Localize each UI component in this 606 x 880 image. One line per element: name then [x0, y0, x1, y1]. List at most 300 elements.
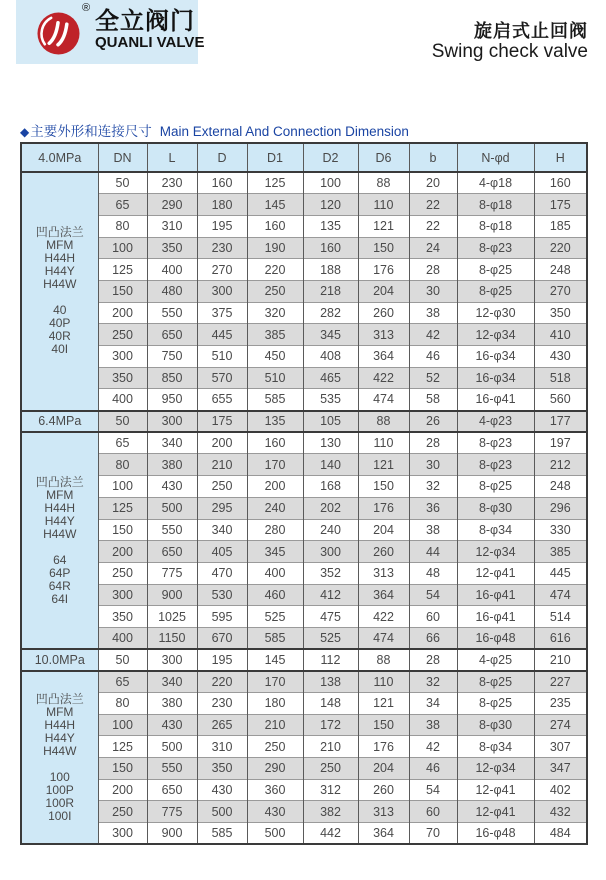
dim-cell: 950 [147, 389, 197, 411]
dim-cell: 296 [534, 497, 587, 519]
dim-cell: 330 [534, 519, 587, 541]
dim-cell: 125 [247, 172, 303, 194]
dim-cell: 350 [98, 606, 147, 628]
dim-cell: 12-φ30 [457, 302, 534, 324]
dim-cell: 50 [98, 411, 147, 433]
dim-cell: 850 [147, 367, 197, 389]
section-title [20, 120, 409, 140]
series-line: H44Y [44, 730, 75, 745]
table-row [21, 454, 587, 476]
table-row [21, 606, 587, 628]
dim-cell: 400 [98, 389, 147, 411]
dim-cell: 160 [197, 172, 247, 194]
dim-cell: 52 [409, 367, 457, 389]
table-row [21, 823, 587, 845]
dim-cell: 8-φ34 [457, 736, 534, 758]
column-header-d: D [197, 143, 247, 172]
dim-cell: 525 [247, 606, 303, 628]
dim-cell: 400 [98, 627, 147, 649]
dim-cell: 8-φ25 [457, 476, 534, 498]
dim-cell: 313 [358, 801, 409, 823]
series-gap [22, 541, 98, 554]
dim-cell: 220 [247, 259, 303, 281]
dimension-table [20, 142, 588, 845]
dim-cell: 210 [534, 649, 587, 671]
dim-cell: 475 [303, 606, 358, 628]
document-title-en: Swing check valve [431, 41, 588, 62]
dim-cell: 42 [409, 324, 457, 346]
dim-cell: 445 [534, 562, 587, 584]
dim-cell: 380 [147, 693, 197, 715]
series-line: H44H [44, 500, 76, 515]
dim-cell: 177 [534, 411, 587, 433]
dim-cell: 16-φ41 [457, 389, 534, 411]
dim-cell: 16-φ34 [457, 367, 534, 389]
dim-cell: 160 [247, 215, 303, 237]
column-header-d1: D1 [247, 143, 303, 172]
dim-cell: 100 [98, 714, 147, 736]
dim-cell: 100 [98, 476, 147, 498]
dim-cell: 313 [358, 324, 409, 346]
dim-cell: 212 [534, 454, 587, 476]
dim-cell: 250 [98, 562, 147, 584]
dim-cell: 195 [197, 649, 247, 671]
table-row [21, 541, 587, 563]
dim-cell: 110 [358, 194, 409, 216]
dim-cell: 595 [197, 606, 247, 628]
dim-cell: 150 [358, 714, 409, 736]
dim-cell: 364 [358, 823, 409, 845]
dim-cell: 280 [247, 519, 303, 541]
quanli-logo-icon [36, 11, 81, 56]
dim-cell: 22 [409, 215, 457, 237]
dim-cell: 175 [197, 411, 247, 433]
model-line: 40I [51, 342, 69, 357]
dim-cell: 175 [534, 194, 587, 216]
dim-cell: 375 [197, 302, 247, 324]
dim-cell: 430 [147, 476, 197, 498]
dim-cell: 12-φ34 [457, 541, 534, 563]
dim-cell: 80 [98, 215, 147, 237]
dim-cell: 121 [358, 454, 409, 476]
dim-cell: 230 [197, 237, 247, 259]
dim-cell: 250 [98, 801, 147, 823]
dim-cell: 150 [98, 758, 147, 780]
dim-cell: 180 [197, 194, 247, 216]
pressure-label: 10.0MPa [21, 649, 98, 671]
dim-cell: 364 [358, 346, 409, 368]
model-line: 100R [45, 795, 75, 810]
dim-cell: 460 [247, 584, 303, 606]
dim-cell: 16-φ41 [457, 584, 534, 606]
model-line: 64P [49, 565, 71, 580]
dim-cell: 58 [409, 389, 457, 411]
document-title-cn: 旋启式止回阀 [474, 21, 588, 41]
dim-cell: 260 [358, 541, 409, 563]
column-header-b: b [409, 143, 457, 172]
series-line: H44W [43, 526, 77, 541]
dim-cell: 8-φ18 [457, 215, 534, 237]
table-row [21, 519, 587, 541]
table-row [21, 324, 587, 346]
dim-cell: 202 [303, 497, 358, 519]
dim-cell: 750 [147, 346, 197, 368]
brand-name-en: QUANLI VALVE [95, 34, 205, 51]
dim-cell: 4-φ23 [457, 411, 534, 433]
column-header-h: H [534, 143, 587, 172]
dim-cell: 38 [409, 714, 457, 736]
dim-cell: 38 [409, 519, 457, 541]
dim-cell: 188 [303, 259, 358, 281]
dim-cell: 400 [147, 259, 197, 281]
dim-cell: 510 [197, 346, 247, 368]
dim-cell: 145 [247, 649, 303, 671]
dim-cell: 450 [247, 346, 303, 368]
column-header-l: L [147, 143, 197, 172]
dim-cell: 900 [147, 823, 197, 845]
series-line: H44Y [44, 513, 75, 528]
dim-cell: 80 [98, 454, 147, 476]
dim-cell: 900 [147, 584, 197, 606]
dim-cell: 616 [534, 627, 587, 649]
table-row [21, 627, 587, 649]
dim-cell: 535 [303, 389, 358, 411]
dim-cell: 8-φ23 [457, 454, 534, 476]
dim-cell: 8-φ30 [457, 497, 534, 519]
dim-cell: 585 [247, 627, 303, 649]
model-line: 64R [48, 578, 71, 593]
dim-cell: 46 [409, 758, 457, 780]
dim-cell: 200 [197, 432, 247, 454]
brand-logo-box [16, 0, 205, 64]
series-line: MFM [46, 487, 74, 502]
dim-cell: 240 [247, 497, 303, 519]
table-row [21, 411, 587, 433]
dim-cell: 135 [303, 215, 358, 237]
dim-cell: 430 [197, 779, 247, 801]
dim-cell: 408 [303, 346, 358, 368]
dim-cell: 46 [409, 346, 457, 368]
series-line: 凹凸法兰 [35, 225, 84, 240]
dim-cell: 22 [409, 194, 457, 216]
dim-cell: 300 [98, 584, 147, 606]
dim-cell: 88 [358, 411, 409, 433]
dim-cell: 176 [358, 497, 409, 519]
dim-cell: 145 [247, 194, 303, 216]
dim-cell: 474 [534, 584, 587, 606]
dim-cell: 775 [147, 562, 197, 584]
diamond-bullet-icon: ◆ [20, 125, 30, 139]
table-row [21, 693, 587, 715]
dim-cell: 218 [303, 280, 358, 302]
table-row [21, 346, 587, 368]
table-row [21, 736, 587, 758]
dim-cell: 227 [534, 671, 587, 693]
dim-cell: 200 [98, 302, 147, 324]
dim-cell: 220 [534, 237, 587, 259]
series-line: H44W [43, 277, 77, 292]
dim-cell: 380 [147, 454, 197, 476]
dim-cell: 38 [409, 302, 457, 324]
series-line: H44H [44, 251, 76, 266]
dim-cell: 8-φ25 [457, 671, 534, 693]
dim-cell: 20 [409, 172, 457, 194]
dim-cell: 88 [358, 649, 409, 671]
table-row [21, 562, 587, 584]
dim-cell: 8-φ30 [457, 714, 534, 736]
dim-cell: 4-φ25 [457, 649, 534, 671]
dim-cell: 474 [358, 627, 409, 649]
column-header-d6: D6 [358, 143, 409, 172]
table-row [21, 259, 587, 281]
dim-cell: 248 [534, 476, 587, 498]
dim-cell: 200 [98, 541, 147, 563]
dim-cell: 484 [534, 823, 587, 845]
valve-series-lines [22, 476, 98, 606]
dim-cell: 295 [197, 497, 247, 519]
section-title-cn: 主要外形和连接尺寸 [30, 124, 152, 139]
dim-cell: 560 [534, 389, 587, 411]
dim-cell: 412 [303, 584, 358, 606]
table-row [21, 671, 587, 693]
dim-cell: 230 [147, 172, 197, 194]
dim-cell: 250 [247, 280, 303, 302]
dim-cell: 500 [197, 801, 247, 823]
dim-cell: 650 [147, 779, 197, 801]
dim-cell: 585 [247, 389, 303, 411]
dim-cell: 345 [303, 324, 358, 346]
dim-cell: 248 [534, 259, 587, 281]
dim-cell: 121 [358, 215, 409, 237]
dim-cell: 382 [303, 801, 358, 823]
dim-cell: 775 [147, 801, 197, 823]
dim-cell: 230 [197, 693, 247, 715]
model-line: 64I [51, 591, 69, 606]
dim-cell: 8-φ23 [457, 237, 534, 259]
dim-cell: 442 [303, 823, 358, 845]
dim-cell: 150 [98, 280, 147, 302]
dim-cell: 270 [197, 259, 247, 281]
valve-series-label [21, 671, 98, 845]
dim-cell: 125 [98, 259, 147, 281]
pressure-corner-label: 4.0MPa [21, 143, 98, 172]
series-line: H44W [43, 743, 77, 758]
dim-cell: 204 [358, 758, 409, 780]
dim-cell: 250 [303, 758, 358, 780]
table-row [21, 367, 587, 389]
dim-cell: 12-φ34 [457, 758, 534, 780]
dim-cell: 4-φ18 [457, 172, 534, 194]
model-line: 64 [53, 552, 67, 567]
dim-cell: 28 [409, 432, 457, 454]
dim-cell: 360 [247, 779, 303, 801]
dim-cell: 364 [358, 584, 409, 606]
valve-series-label [21, 432, 98, 649]
dim-cell: 525 [303, 627, 358, 649]
dim-cell: 350 [534, 302, 587, 324]
dim-cell: 518 [534, 367, 587, 389]
dim-cell: 112 [303, 649, 358, 671]
table-header-row [21, 143, 587, 172]
dim-cell: 12-φ41 [457, 562, 534, 584]
dim-cell: 190 [247, 237, 303, 259]
section-title-en: Main External And Connection Dimension [159, 124, 409, 139]
dim-cell: 200 [247, 476, 303, 498]
dim-cell: 352 [303, 562, 358, 584]
dim-cell: 470 [197, 562, 247, 584]
dim-cell: 160 [247, 432, 303, 454]
dim-cell: 176 [358, 259, 409, 281]
dim-cell: 170 [247, 671, 303, 693]
dim-cell: 430 [534, 346, 587, 368]
dim-cell: 260 [358, 302, 409, 324]
table-row [21, 302, 587, 324]
dim-cell: 405 [197, 541, 247, 563]
dim-cell: 430 [247, 801, 303, 823]
dim-cell: 12-φ41 [457, 801, 534, 823]
dim-cell: 185 [534, 215, 587, 237]
dim-cell: 70 [409, 823, 457, 845]
dim-cell: 570 [197, 367, 247, 389]
dim-cell: 474 [358, 389, 409, 411]
column-header-d2: D2 [303, 143, 358, 172]
dim-cell: 44 [409, 541, 457, 563]
dim-cell: 300 [197, 280, 247, 302]
dim-cell: 8-φ25 [457, 259, 534, 281]
table-row [21, 714, 587, 736]
dim-cell: 550 [147, 758, 197, 780]
dim-cell: 300 [303, 541, 358, 563]
dim-cell: 310 [147, 215, 197, 237]
dim-cell: 270 [534, 280, 587, 302]
dim-cell: 320 [247, 302, 303, 324]
dim-cell: 422 [358, 367, 409, 389]
dim-cell: 180 [247, 693, 303, 715]
dim-cell: 110 [358, 671, 409, 693]
dim-cell: 465 [303, 367, 358, 389]
valve-series-lines [22, 226, 98, 356]
table-row [21, 779, 587, 801]
valve-series-label [21, 172, 98, 411]
dim-cell: 445 [197, 324, 247, 346]
brand-text [95, 8, 215, 51]
dim-cell: 210 [303, 736, 358, 758]
dim-cell: 60 [409, 606, 457, 628]
model-line: 40 [53, 303, 67, 318]
dim-cell: 650 [147, 541, 197, 563]
dim-cell: 32 [409, 671, 457, 693]
dim-cell: 12-φ41 [457, 779, 534, 801]
dim-cell: 514 [534, 606, 587, 628]
dim-cell: 530 [197, 584, 247, 606]
dim-cell: 410 [534, 324, 587, 346]
dim-cell: 160 [534, 172, 587, 194]
brand-name-cn: 全立阀门 [95, 8, 195, 35]
dim-cell: 313 [358, 562, 409, 584]
dim-cell: 170 [247, 454, 303, 476]
dim-cell: 48 [409, 562, 457, 584]
dim-cell: 650 [147, 324, 197, 346]
dim-cell: 210 [197, 454, 247, 476]
dim-cell: 402 [534, 779, 587, 801]
dim-cell: 65 [98, 194, 147, 216]
dim-cell: 140 [303, 454, 358, 476]
dim-cell: 12-φ34 [457, 324, 534, 346]
dim-cell: 274 [534, 714, 587, 736]
series-line: 凹凸法兰 [35, 474, 84, 489]
dim-cell: 290 [147, 194, 197, 216]
dim-cell: 430 [147, 714, 197, 736]
dim-cell: 28 [409, 259, 457, 281]
dim-cell: 265 [197, 714, 247, 736]
table-row [21, 649, 587, 671]
dim-cell: 510 [247, 367, 303, 389]
column-header-dn: DN [98, 143, 147, 172]
dim-cell: 34 [409, 693, 457, 715]
dim-cell: 250 [247, 736, 303, 758]
dim-cell: 8-φ18 [457, 194, 534, 216]
series-line: MFM [46, 238, 74, 253]
dim-cell: 204 [358, 519, 409, 541]
dim-cell: 345 [247, 541, 303, 563]
dim-cell: 172 [303, 714, 358, 736]
table-row [21, 194, 587, 216]
dim-cell: 88 [358, 172, 409, 194]
dim-cell: 121 [358, 693, 409, 715]
dim-cell: 422 [358, 606, 409, 628]
dim-cell: 105 [303, 411, 358, 433]
dim-cell: 16-φ48 [457, 823, 534, 845]
dim-cell: 385 [534, 541, 587, 563]
dim-cell: 125 [98, 497, 147, 519]
table-row [21, 584, 587, 606]
dim-cell: 8-φ23 [457, 432, 534, 454]
dim-cell: 300 [98, 346, 147, 368]
dim-cell: 150 [358, 237, 409, 259]
dim-cell: 32 [409, 476, 457, 498]
series-line: H44H [44, 717, 76, 732]
dim-cell: 100 [303, 172, 358, 194]
dim-cell: 8-φ25 [457, 693, 534, 715]
dim-cell: 150 [98, 519, 147, 541]
dim-cell: 197 [534, 432, 587, 454]
dim-cell: 160 [303, 237, 358, 259]
dim-cell: 500 [147, 497, 197, 519]
dim-cell: 307 [534, 736, 587, 758]
dim-cell: 340 [147, 671, 197, 693]
dim-cell: 300 [98, 823, 147, 845]
dim-cell: 8-φ25 [457, 280, 534, 302]
table-row [21, 215, 587, 237]
dim-cell: 550 [147, 302, 197, 324]
dim-cell: 250 [197, 476, 247, 498]
table-row [21, 432, 587, 454]
dim-cell: 42 [409, 736, 457, 758]
dim-cell: 385 [247, 324, 303, 346]
dim-cell: 350 [147, 237, 197, 259]
series-gap [22, 758, 98, 771]
dim-cell: 340 [197, 519, 247, 541]
model-line: 100P [45, 782, 74, 797]
dim-cell: 480 [147, 280, 197, 302]
dim-cell: 350 [98, 367, 147, 389]
dim-cell: 300 [147, 411, 197, 433]
dim-cell: 16-φ48 [457, 627, 534, 649]
dim-cell: 655 [197, 389, 247, 411]
dim-cell: 550 [147, 519, 197, 541]
document-title [432, 21, 588, 62]
dim-cell: 250 [98, 324, 147, 346]
